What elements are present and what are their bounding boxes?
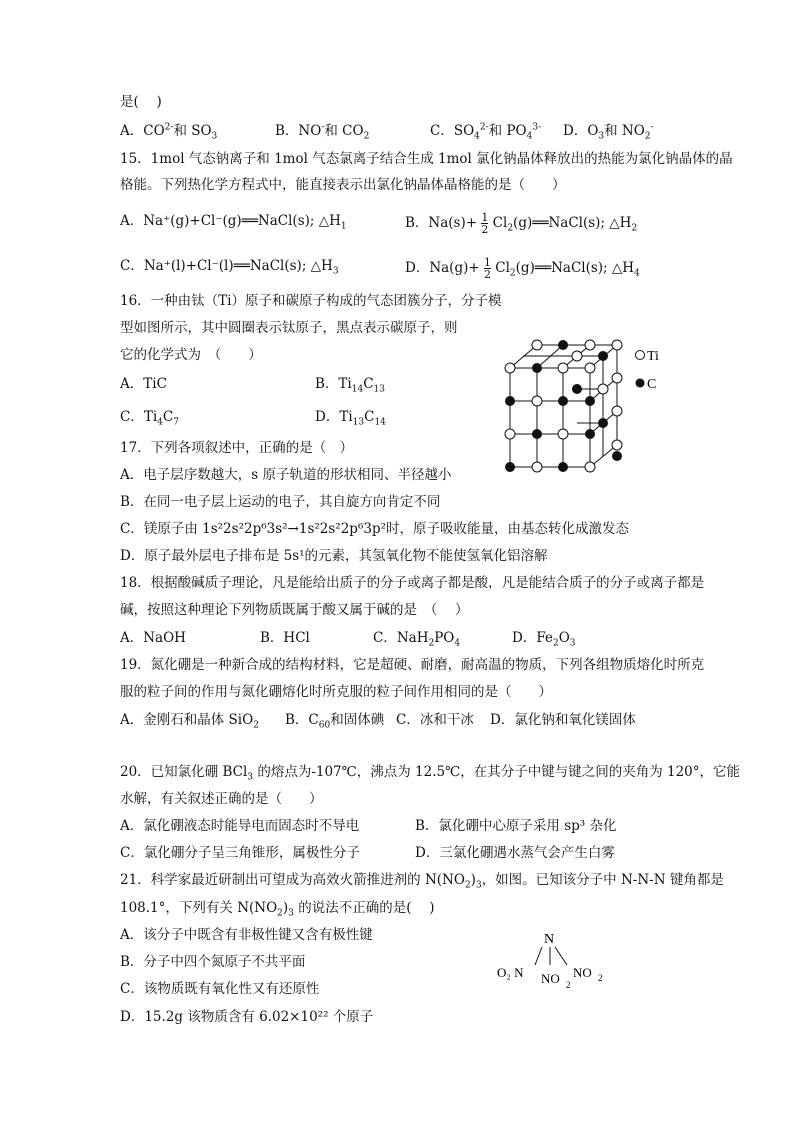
q17-stem: 17．下列各项叙述中，正确的是（ ）	[120, 440, 354, 456]
q18-option-b: B．HCl	[260, 630, 310, 646]
ti-c-cluster-figure	[495, 335, 675, 485]
q14-option-d: D．$O_3$和 $NO_2^-$	[563, 122, 654, 142]
q16-stem-line2: 型如图所示，其中圆圈表示钛原子，黑点表示碳原子，则	[120, 320, 458, 336]
n-no2-3-structure-figure	[495, 925, 625, 995]
svg-text:2: 2	[566, 980, 571, 990]
ti-atom-circle	[558, 429, 568, 439]
q20-stem-line1: 20．已知氯化硼 BCl$_3$ 的熔点为-107℃，沸点为 12.5℃，在其分子中键与键之间的夹角为 120°，它能	[120, 764, 741, 783]
c-atom-dot	[505, 462, 515, 472]
q16-option-b: B．$Ti_{14}C_{13}$	[315, 376, 385, 395]
q21-option-a: A．该分子中既含有非极性键又含有极性键	[120, 927, 373, 943]
c-atom-dot	[572, 384, 582, 394]
q17-option-d: D．原子最外层电子排布是 5s¹的元素，其氢氧化物不能使氢氧化铝溶解	[120, 548, 548, 564]
legend-c-label: C	[647, 377, 657, 392]
ti-atom-circle	[505, 429, 515, 439]
c-atom-dot	[585, 396, 595, 406]
ti-atom-circle	[532, 396, 542, 406]
q15-stem-line2: 格能。下列热化学方程式中，能直接表示出氯化钠晶体晶格能的是（ ）	[120, 177, 566, 193]
c-atom-dot	[585, 429, 595, 439]
ti-atom-circle	[612, 440, 622, 450]
q18-option-d: D．$Fe_2O_3$	[512, 630, 576, 649]
ti-atom-circle	[558, 363, 568, 373]
ti-atom-circle	[612, 373, 622, 383]
q21-option-b: B．分子中四个氮原子不共平面	[120, 954, 306, 970]
q15-option-a: A．Na⁺(g)+Cl⁻(g)══NaCl(s); $\triangle H_1$	[120, 213, 347, 232]
ti-atom-circle	[532, 462, 542, 472]
q16-option-c: C．$Ti_4C_7$	[120, 409, 179, 428]
q14-option-c: C．$SO_4^{2-}$和 $PO_4^{3-}$	[430, 122, 542, 142]
q15-stem-line1: 15．1mol 气态钠离子和 1mol 气态氯离子结合生成 1mol 氯化钠晶体释放出的热能为氯化钠晶体的晶	[120, 151, 733, 167]
q16-option-a: A．TiC	[120, 376, 167, 392]
q19-option-c: C．冰和干冰	[396, 712, 474, 728]
c-atom-dot	[558, 340, 568, 350]
q19-option-d: D．氯化钠和氧化镁固体	[490, 712, 636, 728]
q19-option-b: B．$C_{60}$和固体碘	[285, 712, 385, 731]
left-no2-label: O₂ N	[497, 965, 524, 980]
q18-option-a: A．NaOH	[120, 630, 186, 646]
q21-option-d: D．15.2g 该物质含有 6.02×10²² 个原子	[120, 1009, 374, 1025]
c-atom-dot	[532, 363, 542, 373]
q14-stem-tail: 是( )	[120, 94, 162, 110]
q21-stem-line2: 108.1°，下列有关 $N(NO_2)_3$ 的说法不正确的是( )	[120, 900, 435, 919]
right-no2-label: NO	[573, 965, 592, 980]
ti-atom-circle	[585, 363, 595, 373]
ti-atom-circle	[598, 384, 608, 394]
c-atom-dot	[532, 429, 542, 439]
c-atom-dot	[558, 396, 568, 406]
legend-c-dot-icon	[636, 379, 645, 388]
legend-ti-circle-icon	[636, 351, 645, 360]
c-atom-dot	[612, 451, 622, 461]
q19-stem-line2: 服的粒子间的作用与氮化硼熔化时所克服的粒子间作用相同的是（ ）	[120, 684, 552, 700]
q20-option-a: A．氯化硼液态时能导电而固态时不导电	[120, 818, 360, 834]
q20-stem-line2: 水解，有关叙述正确的是（ ）	[120, 791, 323, 807]
q21-option-c: C．该物质既有氧化性又有还原性	[120, 981, 320, 997]
fraction-half: $\frac{1}{2}$	[483, 256, 491, 281]
q20-option-d: D．三氯化硼遇水蒸气会产生白雾	[415, 845, 615, 861]
ti-atom-circle	[585, 340, 595, 350]
q15-option-c: C．Na⁺(l)+Cl⁻(l)══NaCl(s); $\triangle H_3$	[120, 258, 339, 277]
q18-stem-line2: 碱，按照这种理论下列物质既属于酸又属于碱的是 （ ）	[120, 602, 469, 618]
q15-option-b: B．Na(s)+ $\frac{1}{2}$ $Cl_2(g)══NaCl(s)$; $\triangle H_2$	[405, 211, 638, 236]
ti-atom-circle	[505, 363, 515, 373]
fraction-half: $\frac{1}{2}$	[481, 211, 489, 236]
c-atom-dot	[558, 462, 568, 472]
ti-atom-circle	[532, 340, 542, 350]
q17-option-b: B．在同一电子层上运动的电子，其自旋方向肯定不同	[120, 494, 441, 510]
central-n-label: N	[544, 932, 555, 947]
c-atom-dot	[505, 396, 515, 406]
ti-atom-circle	[585, 462, 595, 472]
q19-option-a: A．金刚石和晶体 SiO$_2$	[120, 712, 259, 731]
ti-atom-circle	[612, 406, 622, 416]
middle-no2-label: NO	[541, 971, 560, 986]
c-atom-dot	[598, 418, 608, 428]
q18-stem-line1: 18．根据酸碱质子理论，凡是能给出质子的分子或离子都是酸，凡是能结合质子的分子或离子都是	[120, 575, 705, 591]
svg-text:2: 2	[598, 973, 603, 983]
q16-stem-line1: 16．一种由钛（Ti）原子和碳原子构成的气态团簇分子，分子模	[120, 293, 502, 309]
q20-option-b: B．氯化硼中心原子采用 sp³ 杂化	[415, 818, 617, 834]
q14-option-a: A．$CO^{2-}$和 $SO_3$	[120, 122, 218, 142]
q17-option-c: C．镁原子由 1s²2s²2p⁶3s²→1s²2s²2p⁶3p²时，原子吸收能量，由基态转化成激发态	[120, 521, 630, 537]
legend-ti-label: Ti	[647, 349, 659, 364]
q20-option-c: C．氯化硼分子呈三角锥形，属极性分子	[120, 845, 360, 861]
q19-stem-line1: 19．氮化硼是一种新合成的结构材料，它是超硬、耐磨，耐高温的物质，下列各组物质熔化时所克	[120, 657, 705, 673]
q14-option-b: B．NO-和 $CO_2$	[275, 122, 370, 142]
q21-stem-line1: 21．科学家最近研制出可望成为高效火箭推进剂的 $N(NO_2)_3$，如图。已知该分子中 N-N-N 键角都是	[120, 872, 724, 891]
ti-atom-circle	[572, 351, 582, 361]
q17-option-a: A．电子层序数越大，s 原子轨道的形状相同、半径越小	[120, 467, 452, 483]
q15-option-d: D．Na(g)+ $\frac{1}{2}$ $Cl_2(g)══NaCl(s)$; $\triangle H_4$	[405, 256, 640, 281]
c-atom-dot	[598, 351, 608, 361]
ti-atom-circle	[612, 340, 622, 350]
q16-stem-line3: 它的化学式为 （ ）	[120, 347, 262, 363]
q16-option-d: D．$Ti_{13}C_{14}$	[315, 409, 386, 428]
q18-option-c: C．$NaH_2PO_4$	[373, 630, 461, 649]
